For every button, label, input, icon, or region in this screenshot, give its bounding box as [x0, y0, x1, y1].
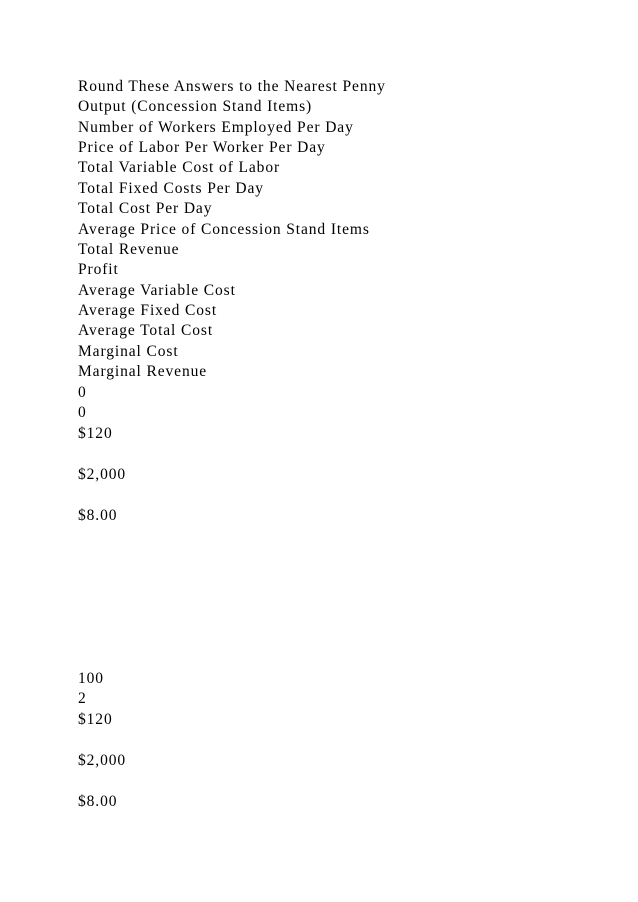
- column-label-average-total-cost: Average Total Cost: [78, 322, 214, 339]
- column-label-total-fixed-costs: Total Fixed Costs Per Day: [78, 180, 264, 197]
- column-label-marginal-revenue: Marginal Revenue: [78, 363, 208, 380]
- column-label-total-variable-cost: Total Variable Cost of Labor: [78, 159, 281, 176]
- column-label-marginal-cost: Marginal Cost: [78, 343, 179, 360]
- column-label-average-fixed-cost: Average Fixed Cost: [78, 302, 218, 319]
- column-label-profit: Profit: [78, 261, 119, 278]
- row2-average-price-value: $8.00: [78, 793, 118, 810]
- row2-workers-value: 2: [78, 690, 87, 707]
- column-label-output: Output (Concession Stand Items): [78, 98, 313, 115]
- row2-price-of-labor-value: $120: [78, 711, 113, 728]
- row2-output-value: 100: [78, 670, 104, 687]
- row1-workers-value: 0: [78, 404, 87, 421]
- heading-round-answers: Round These Answers to the Nearest Penny: [78, 78, 386, 95]
- row2-fixed-costs-value: $2,000: [78, 752, 127, 769]
- row1-price-of-labor-value: $120: [78, 425, 113, 442]
- column-label-price-of-labor: Price of Labor Per Worker Per Day: [78, 139, 326, 156]
- row1-output-value: 0: [78, 384, 87, 401]
- column-label-total-cost: Total Cost Per Day: [78, 200, 213, 217]
- column-label-workers: Number of Workers Employed Per Day: [78, 119, 354, 136]
- row1-average-price-value: $8.00: [78, 507, 118, 524]
- column-label-average-variable-cost: Average Variable Cost: [78, 282, 236, 299]
- row1-fixed-costs-value: $2,000: [78, 466, 127, 483]
- column-label-total-revenue: Total Revenue: [78, 241, 180, 258]
- column-label-average-price: Average Price of Concession Stand Items: [78, 221, 370, 238]
